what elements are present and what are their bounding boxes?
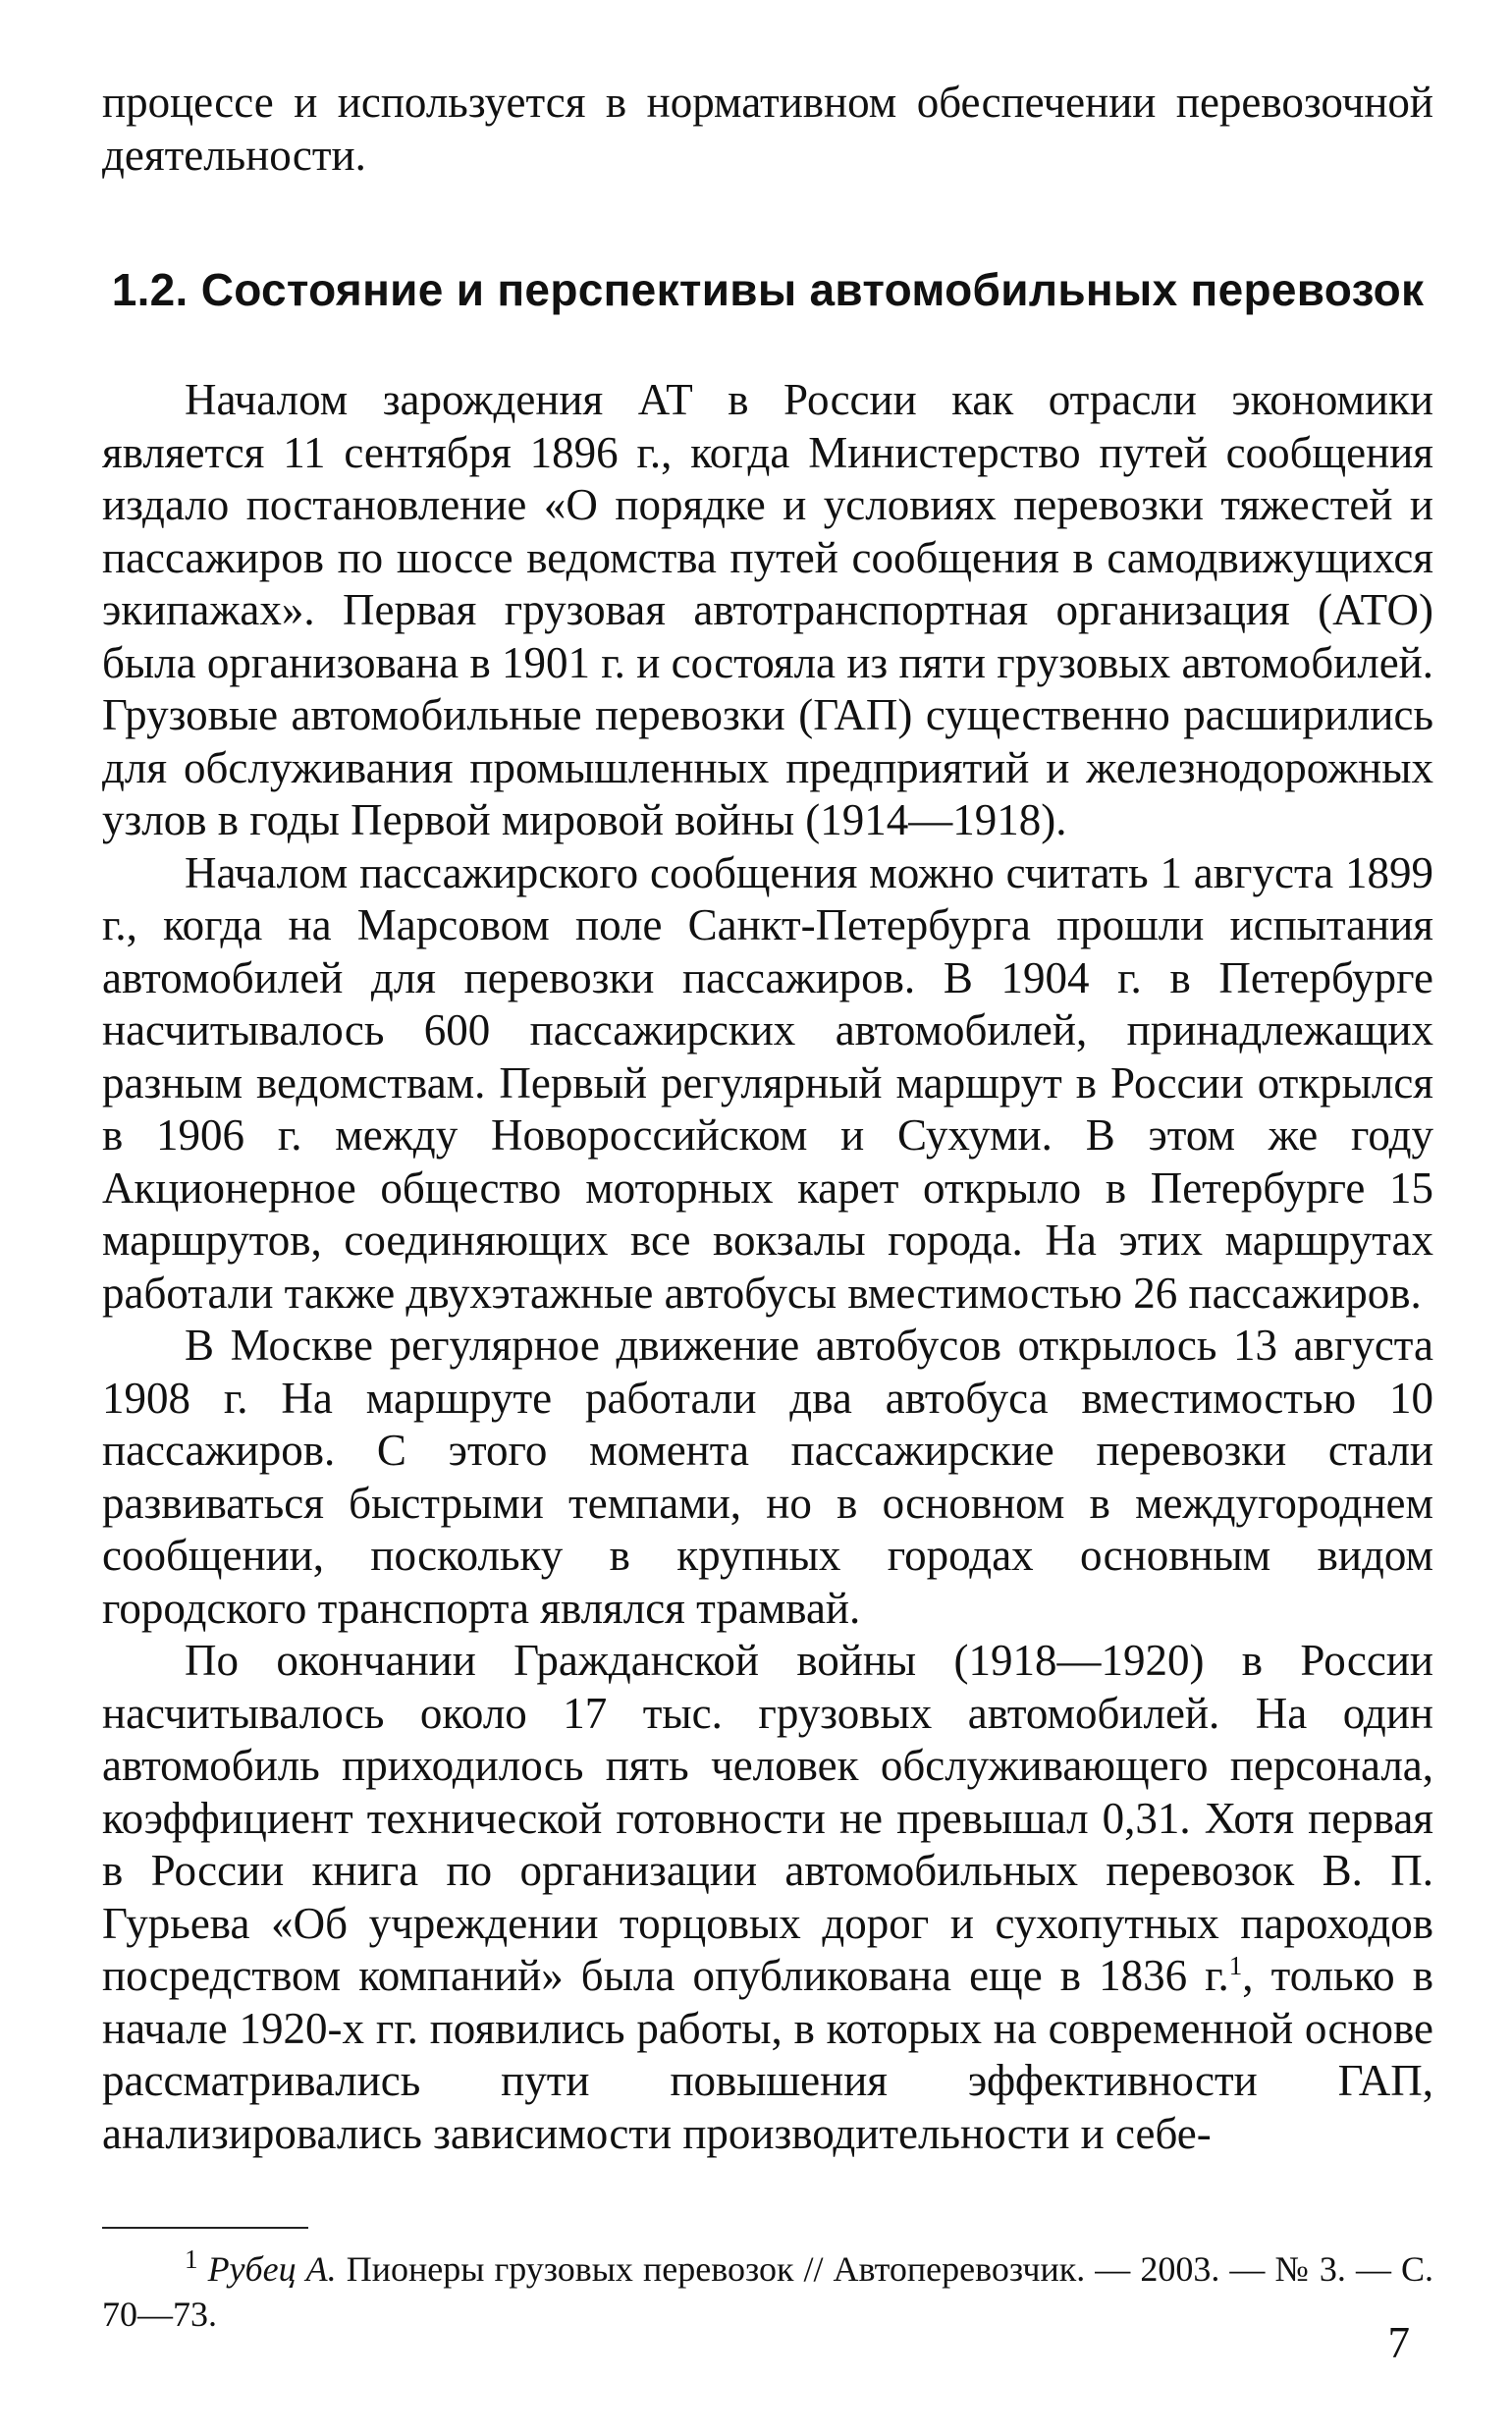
footnote-author: Рубец А. [207,2249,337,2289]
page-number: 7 [1387,2318,1410,2367]
section-heading [102,258,1433,321]
paragraph-history-origin: Началом зарождения АТ в России как отрасли экономики является 11 сентября 1896 г., когда Министерство путей сообщения издало постановление «О порядке и условиях перевозки тяжестей и пассажиров по шоссе ведомства путей сообщения в самодвижущихся экипажах». Первая грузовая автотранспортная организация (АТО) была организована в 1901 г. и состояла из пяти грузовых автомобилей. Грузовые автомобильные перевозки (ГАП) существенно расширились для обслуживания промышленных предприятий и железнодорожных узлов в годы Первой мировой войны (1914—1918). [102,375,1433,844]
footnote-separator [102,2227,308,2229]
section-title: Состояние и перспективы автомобильных перевозок [200,264,1425,315]
footnote-reference-mark: 1 [1228,1951,1243,1980]
footnote-mark: 1 [185,2244,198,2274]
footnote-text: Пионеры грузовых перевозок // Автоперевозчик. — 2003. — № 3. — С. 70—73. [102,2249,1434,2334]
opening-paragraph: процессе и используется в нормативном обеспечении перевозочной деятельности. [102,78,1433,180]
paragraph-civil-war [102,1635,1433,2160]
footnote [102,2246,1433,2337]
page-content [102,77,1433,2337]
paragraph-text-before-mark: По окончании Гражданской войны (1918—1920) в России насчитывалось около 17 тыс. грузовых автомобилей. На один автомобиль приходилось пять человек обслуживающего персонала, коэффициент технической готовности не превышал 0,31. Хотя первая в России книга по организации автомобильных перевозок В. П. Гурьева «Об учреждении торцовых дорог и сухопутных пароходов посредством компаний» была опубликована еще в 1836 г. [102,1636,1433,2000]
paragraph-text-after-mark: , только в начале 1920-х гг. появились работы, в которых на современной основе рассматривались пути повышения эффективности ГАП, анализировались зависимости производительности и себе- [102,1951,1433,2158]
section-number: 1.2. [111,264,189,315]
paragraph-moscow-bus: В Москве регулярное движение автобусов открылось 13 августа 1908 г. На маршруте работали два автобуса вместимостью 10 пассажиров. С этого момента пассажирские перевозки стали развиваться быстрыми темпами, но в основном в междугороднем сообщении, поскольку в крупных городах основным видом городского транспорта являлся трамвай. [102,1321,1433,1633]
paragraph-passenger-origin: Началом пассажирского сообщения можно считать 1 августа 1899 г., когда на Марсовом поле Санкт-Петербурга прошли испытания автомобилей для перевозки пассажиров. В 1904 г. в Петербурге насчитывалось 600 пассажирских автомобилей, принадлежащих разным ведомствам. Первый регулярный маршрут в России открылся в 1906 г. между Новороссийском и Сухуми. В этом же году Акционерное общество моторных карет открыло в Петербурге 15 маршрутов, соединяющих все вокзалы города. На этих маршрутах работали также двухэтажные автобусы вместимостью 26 пассажиров. [102,847,1433,1318]
